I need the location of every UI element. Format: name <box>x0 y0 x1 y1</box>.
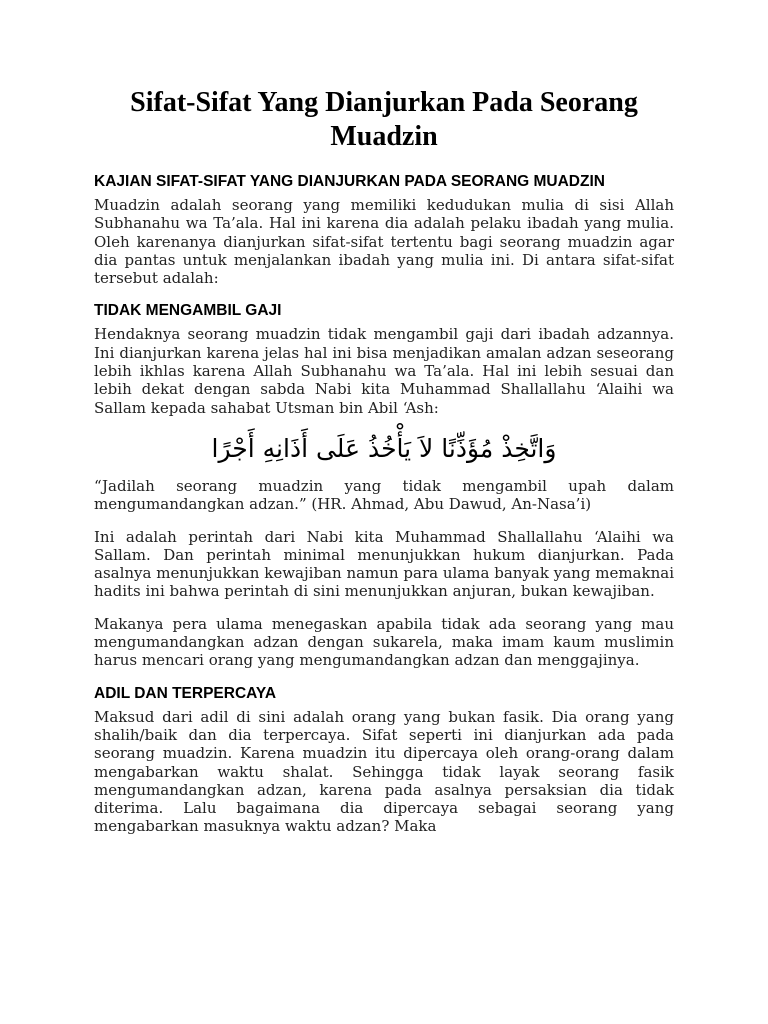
section-heading-adil-terpercaya: ADIL DAN TERPERCAYA <box>94 684 277 702</box>
gaji-paragraph-1: Hendaknya seorang muadzin tidak mengambil gaji dari ibadah adzannya. Ini dianjurkan karena jelas hal ini bisa menjadikan amalan adzan seseorang lebih ikhlas karena Allah Subhanahu wa Ta’ala. Hal ini lebih sesuai dan lebih dekat dengan sabda Nabi kita Muhammad Shallallahu ‘Alaihi wa Sallam kepada sahabat Utsman bin Abil ‘Ash: <box>94 325 674 417</box>
section-heading-tidak-mengambil-gaji: TIDAK MENGAMBIL GAJI <box>94 302 282 320</box>
intro-paragraph: Muadzin adalah seorang yang memiliki kedudukan mulia di sisi Allah Subhanahu wa Ta’ala. Hal ini karena dia adalah pelaku ibadah yang mulia. Oleh karenanya dianjurkan sifat-sifat tertentu bagi seorang muadzin agar dia pantas untuk menjalankan ibadah yang mulia ini. Di antara sifat-sifat tersebut adalah: <box>94 196 674 288</box>
hadith-arabic-text: وَاتَّخِذْ مُؤَذِّنًا لاَ يَأْخُذُ عَلَى أَذَانِهِ أَجْرًا <box>211 433 557 463</box>
adil-paragraph: Maksud dari adil di sini adalah orang yang bukan fasik. Dia orang yang shalih/baik dan dia terpercaya. Sifat seperti ini dianjurkan ada pada seorang muadzin. Karena muadzin itu dipercaya oleh orang-orang dalam mengabarkan waktu shalat. Sehingga tidak layak seorang fasik mengumandangkan adzan, karena pada asalnya persaksian dia tidak diterima. Lalu bagaimana dia dipercaya sebagai seorang yang mengabarkan masuknya waktu adzan? Maka <box>94 707 674 836</box>
section-heading-kajian: KAJIAN SIFAT-SIFAT YANG DIANJURKAN PADA SEORANG MUADZIN <box>94 173 605 190</box>
hadith-translation: “Jadilah seorang muadzin yang tidak mengambil upah dalam mengumandangkan adzan.” (HR. Ahmad, Abu Dawud, An-Nasa’i) <box>94 476 674 514</box>
document-title: Sifat-Sifat Yang Dianjurkan Pada Seorang Muadzin <box>130 87 638 152</box>
gaji-paragraph-3: Makanya pera ulama menegaskan apabila tidak ada seorang yang mau mengumandangkan adzan dengan sukarela, maka imam kaum muslimin harus mencari orang yang mengumandangkan adzan dan menggajinya. <box>94 614 674 670</box>
gaji-paragraph-2: Ini adalah perintah dari Nabi kita Muhammad Shallallahu ‘Alaihi wa Sallam. Dan perintah minimal menunjukkan hukum dianjurkan. Pada asalnya menunjukkan kewajiban namun para ulama banyak yang memaknai hadits ini bahwa perintah di sini menunjukkan anjuran, bukan kewajiban. <box>94 527 674 601</box>
